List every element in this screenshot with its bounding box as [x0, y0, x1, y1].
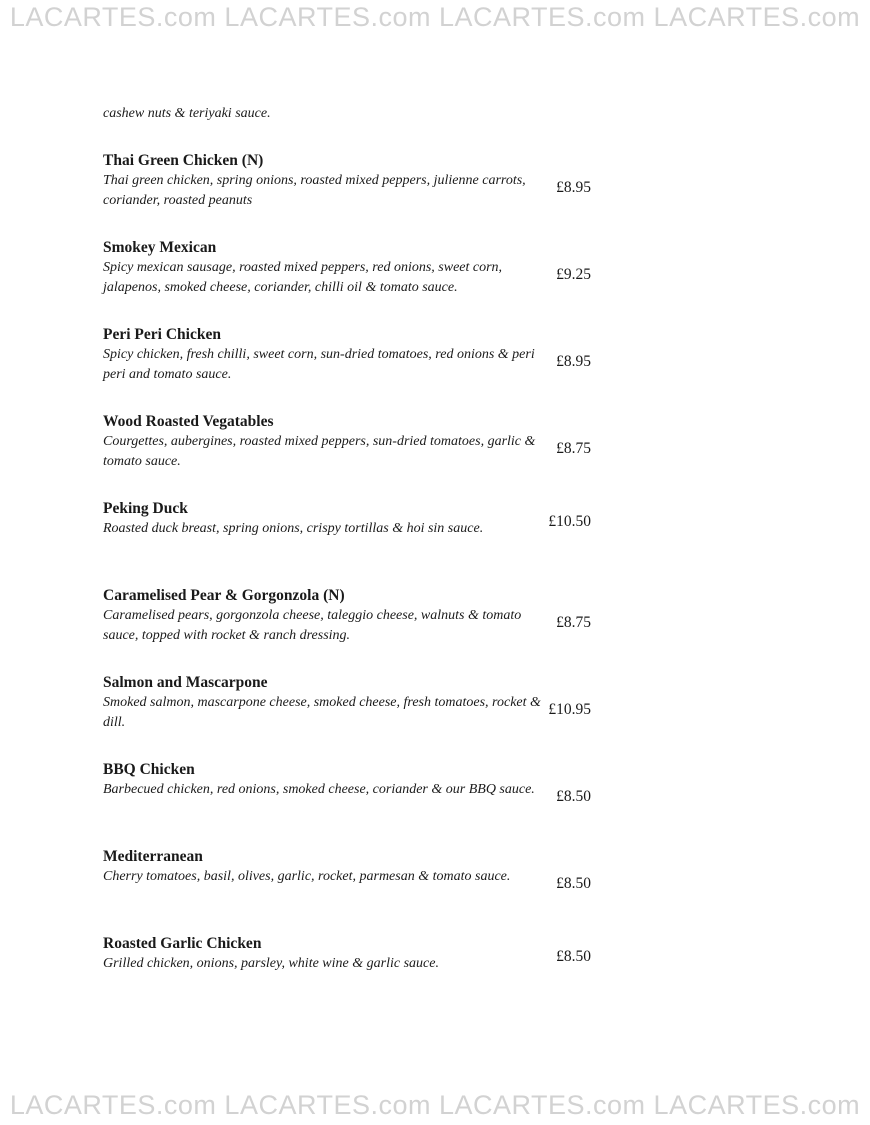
- item-description: Thai green chicken, spring onions, roasted mixed peppers, julienne carrots, coriander, roasted peanuts: [103, 173, 526, 208]
- item-name: Wood Roasted Vegatables: [103, 413, 274, 430]
- item-description: Grilled chicken, onions, parsley, white wine & garlic sauce.: [103, 956, 439, 971]
- item-description: Roasted duck breast, spring onions, crispy tortillas & hoi sin sauce.: [103, 521, 484, 536]
- menu-item: [103, 412, 603, 499]
- item-name: Peking Duck: [103, 500, 188, 517]
- watermark-bottom: LACARTES.com LACARTES.com LACARTES.com LACARTES.com: [9, 1090, 861, 1120]
- item-price: £8.75: [556, 614, 591, 631]
- item-price: £8.50: [556, 788, 591, 805]
- item-name: Roasted Garlic Chicken: [103, 935, 262, 952]
- menu-item: [103, 934, 603, 1021]
- item-price: £8.50: [556, 948, 591, 965]
- menu-item: [103, 586, 603, 673]
- item-price: £8.95: [556, 179, 591, 196]
- item-price: £9.25: [556, 266, 591, 283]
- item-description: Caramelised pears, gorgonzola cheese, taleggio cheese, walnuts & tomato sauce, topped with rocket & ranch dressing.: [103, 608, 522, 643]
- menu-item: [103, 151, 603, 238]
- menu-item: [103, 238, 603, 325]
- item-description: Spicy chicken, fresh chilli, sweet corn, sun-dried tomatoes, red onions & peri peri and tomato sauce.: [103, 347, 535, 382]
- item-description: Cherry tomatoes, basil, olives, garlic, rocket, parmesan & tomato sauce.: [103, 869, 511, 884]
- item-price: £10.50: [548, 513, 591, 530]
- menu-item: [103, 325, 603, 412]
- menu-list: [103, 151, 603, 1021]
- item-name: Salmon and Mascarpone: [103, 674, 268, 691]
- watermark-top: LACARTES.com LACARTES.com LACARTES.com LACARTES.com: [9, 2, 861, 32]
- item-description: Smoked salmon, mascarpone cheese, smoked cheese, fresh tomatoes, rocket & dill.: [103, 695, 541, 730]
- item-price: £8.75: [556, 440, 591, 457]
- intro-text: cashew nuts & teriyaki sauce.: [103, 106, 271, 121]
- item-name: Peri Peri Chicken: [103, 326, 221, 343]
- item-name: Caramelised Pear & Gorgonzola (N): [103, 587, 345, 604]
- item-name: Mediterranean: [103, 848, 203, 865]
- menu-item: [103, 847, 603, 934]
- item-description: Courgettes, aubergines, roasted mixed peppers, sun-dried tomatoes, garlic & tomato sauce.: [103, 434, 536, 469]
- menu-item: [103, 673, 603, 760]
- item-price: £10.95: [548, 701, 591, 718]
- item-name: BBQ Chicken: [103, 761, 195, 778]
- item-price: £8.50: [556, 875, 591, 892]
- item-description: Spicy mexican sausage, roasted mixed peppers, red onions, sweet corn, jalapenos, smoked cheese, coriander, chilli oil & tomato sauce.: [103, 260, 503, 295]
- menu-item: [103, 760, 603, 847]
- item-name: Smokey Mexican: [103, 239, 217, 256]
- menu-item: [103, 499, 603, 586]
- item-name: Thai Green Chicken (N): [103, 152, 264, 169]
- item-description: Barbecued chicken, red onions, smoked cheese, coriander & our BBQ sauce.: [103, 782, 535, 797]
- item-price: £8.95: [556, 353, 591, 370]
